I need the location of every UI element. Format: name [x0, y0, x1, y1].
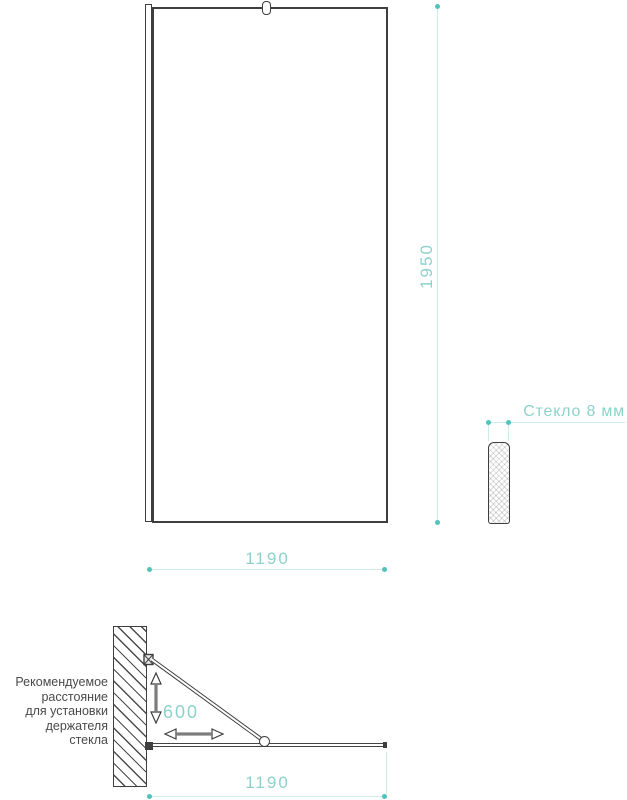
note-line: Рекомендуемое: [15, 675, 108, 689]
glass-thickness-extension-line: [508, 424, 509, 441]
glass-panel-front-view: [152, 7, 388, 523]
dimension-endpoint-dot: [435, 4, 440, 9]
dimension-endpoint-dot: [382, 794, 387, 799]
plan-width-dimension-line: [150, 796, 385, 797]
note-line: расстояние: [41, 689, 108, 704]
glass-plan-end-cap: [383, 742, 387, 748]
width-dimension-line: [150, 569, 385, 570]
plan-width-dimension-label: 1190: [245, 773, 290, 792]
width-extension-line: [386, 752, 387, 794]
wall-mount-profile: [145, 4, 152, 522]
note-line: для установки: [25, 704, 108, 718]
vertical-range-arrow-icon: [149, 672, 163, 724]
dimension-endpoint-dot: [147, 567, 152, 572]
holder-distance-label: 600: [163, 702, 200, 722]
height-dimension-line: [437, 6, 438, 522]
glass-thickness-label: Стекло 8 мм: [523, 403, 625, 420]
installation-note: [4, 675, 108, 748]
height-dimension-label: 1950: [417, 243, 436, 289]
dimension-endpoint-dot: [506, 420, 511, 425]
glass-thickness-extension-line: [488, 424, 489, 441]
glass-cross-section: [488, 442, 510, 524]
support-bar-connector-icon: [259, 736, 270, 747]
dimension-endpoint-dot: [147, 794, 152, 799]
dimension-endpoint-dot: [435, 520, 440, 525]
wall-profile-plan-cap: [145, 742, 153, 750]
width-dimension-label: 1190: [245, 549, 290, 568]
horizontal-range-arrow-icon: [164, 727, 224, 741]
dimension-endpoint-dot: [486, 420, 491, 425]
glass-clamp-bracket-icon: [262, 1, 271, 15]
note-line: держателя стекла: [45, 718, 108, 747]
dimension-endpoint-dot: [382, 567, 387, 572]
wall-hatched-section: [113, 626, 147, 787]
